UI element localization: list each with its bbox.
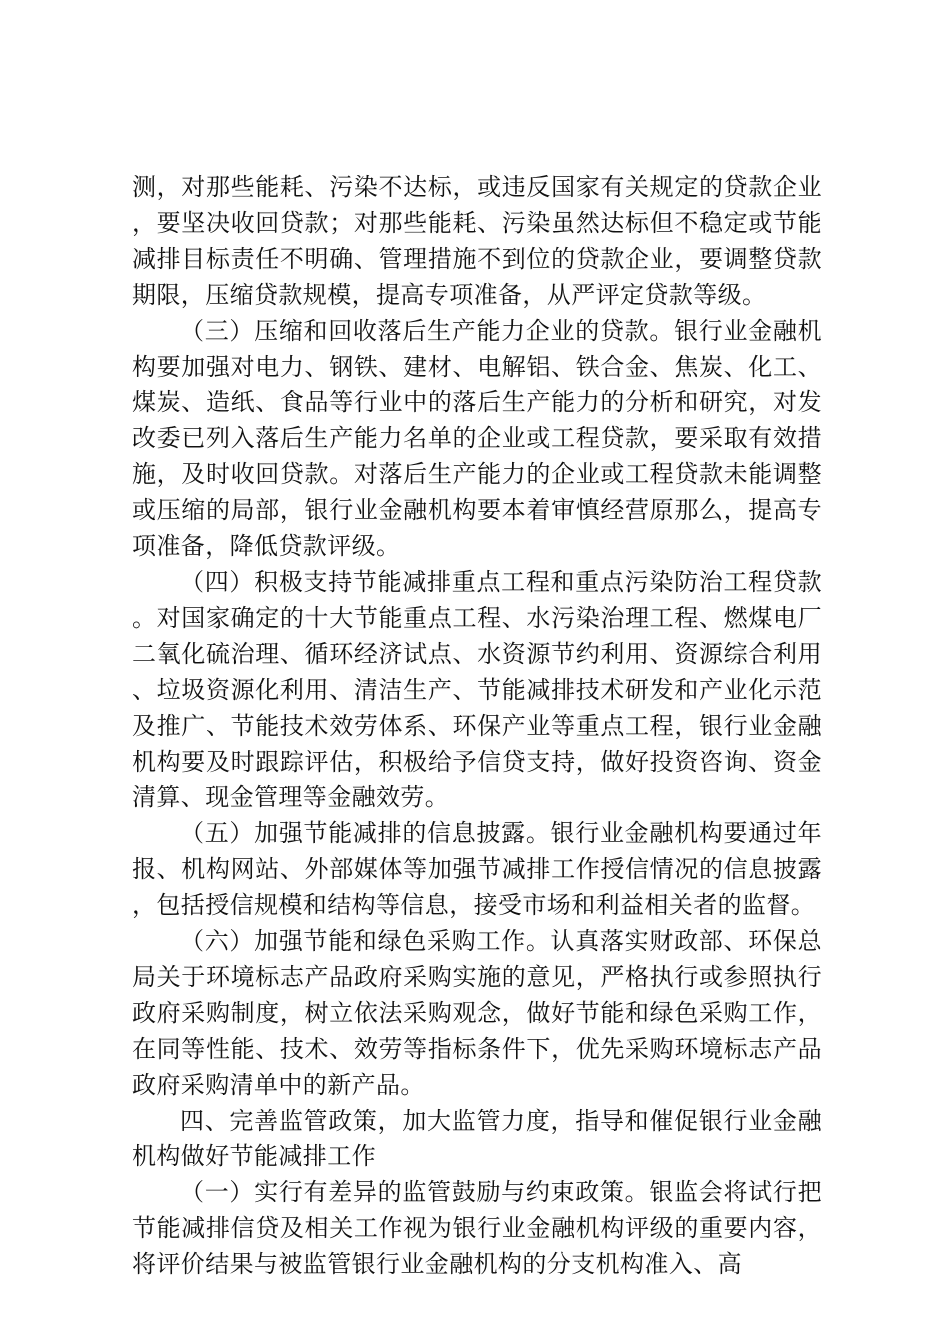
paragraph-continued-loan-monitoring: 测，对那些能耗、污染不达标，或违反国家有关规定的贷款企业，要坚决收回贷款；对那些能耗、污染虽然达标但不稳定或节能减排目标责任不明确、管理措施不到位的贷款企业，要调整贷款期限，压缩贷款规模，提高专项准备，从严评定贷款等级。: [132, 173, 822, 309]
paragraph-section-4-key-projects: （四）积极支持节能减排重点工程和重点污染防治工程贷款。对国家确定的十大节能重点工程、水污染治理工程、燃煤电厂二氧化硫治理、循环经济试点、水资源节约利用、资源综合利用、垃圾资源化利用、清洁生产、节能减排技术研发和产业化示范及推广、节能技术效劳体系、环保产业等重点工程，银行业金融机构要及时跟踪评估，积极给予信贷支持，做好投资咨询、资金清算、现金管理等金融效劳。: [132, 567, 822, 812]
paragraph-section-3-backward-capacity: （三）压缩和回收落后生产能力企业的贷款。银行业金融机构要加强对电力、钢铁、建材、电解铝、铁合金、焦炭、化工、煤炭、造纸、食品等行业中的落后生产能力的分析和研究，对发改委已列入落后生产能力名单的企业或工程贷款，要采取有效措施，及时收回贷款。对落后生产能力的企业或工程贷款未能调整或压缩的局部，银行业金融机构要本着审慎经营原那么，提高专项准备，降低贷款评级。: [132, 316, 822, 561]
paragraph-section-1-differential-policy: （一）实行有差异的监管鼓励与约束政策。银监会将试行把节能减排信贷及相关工作视为银行业金融机构评级的重要内容，将评价结果与被监管银行业金融机构的分支机构准入、高: [132, 1178, 822, 1279]
body-text: [132, 170, 822, 1283]
paragraph-heading-4-supervision: 四、完善监管政策，加大监管力度，指导和催促银行业金融机构做好节能减排工作: [132, 1106, 822, 1171]
paragraph-section-5-disclosure: （五）加强节能减排的信息披露。银行业金融机构要通过年报、机构网站、外部媒体等加强节减排工作授信情况的信息披露，包括授信规模和结构等信息，接受市场和利益相关者的监督。: [132, 819, 822, 920]
paragraph-section-6-green-procurement: （六）加强节能和绿色采购工作。认真落实财政部、环保总局关于环境标志产品政府采购实施的意见，严格执行或参照执行政府采购制度，树立依法采购观念，做好节能和绿色采购工作，在同等性能、技术、效劳等指标条件下，优先采购环境标志产品政府采购清单中的新产品。: [132, 927, 822, 1099]
